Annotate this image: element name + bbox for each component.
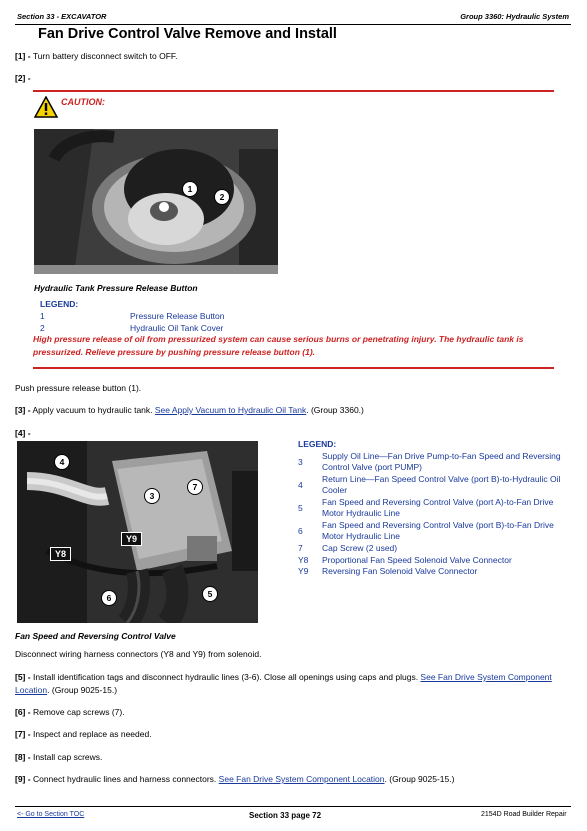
step-number: [6] - (15, 707, 31, 717)
section-toc-link[interactable]: <- Go to Section TOC (17, 811, 85, 818)
legend-num: 4 (298, 480, 303, 490)
callout-3: 3 (144, 488, 160, 504)
callout-7: 7 (187, 479, 203, 495)
step-7 (15, 729, 152, 739)
legend-desc: Proportional Fan Speed Solenoid Valve Connector (322, 555, 512, 565)
step-text: Connect hydraulic lines and harness connectors. (32, 774, 219, 784)
legend-num: 3 (298, 457, 303, 467)
legend-desc: Pressure Release Button (130, 311, 225, 321)
step-2 (15, 73, 31, 83)
push-instruction: Push pressure release button (1). (15, 383, 142, 393)
step-text: Install cap screws. (32, 752, 103, 762)
legend-num: 1 (40, 311, 45, 321)
legend-num: Y8 (298, 555, 309, 565)
step-5 (15, 671, 555, 696)
hydraulic-tank-photo (34, 129, 278, 274)
control-valve-photo (17, 441, 258, 623)
callout-2: 2 (214, 189, 230, 205)
step-text: Remove cap screws (7). (32, 707, 125, 717)
legend-num: Y9 (298, 566, 309, 576)
step-1 (15, 51, 178, 61)
step-text-after: . (Group 9025-15.) (384, 774, 455, 784)
step-number: [9] - (15, 774, 31, 784)
legend-desc: Fan Speed and Reversing Control Valve (port B)-to-Fan Drive Motor Hydraulic Line (322, 520, 554, 541)
photo-caption: Fan Speed and Reversing Control Valve (15, 631, 176, 641)
caution-top-rule (33, 90, 554, 92)
step-3 (15, 405, 364, 415)
legend-desc: Return Line—Fan Speed Control Valve (port B)-to-Hydraulic Oil Cooler (322, 474, 561, 495)
label-y8: Y8 (50, 547, 71, 561)
fan-drive-location-link[interactable]: See Fan Drive System Component Location (218, 774, 385, 784)
callout-5: 5 (202, 586, 218, 602)
step-text-after: . (Group 3360.) (306, 405, 364, 415)
footer-rule (15, 806, 571, 807)
page-number: Section 33 page 72 (249, 811, 322, 820)
label-y9: Y9 (121, 532, 142, 546)
caution-label: CAUTION: (61, 97, 105, 107)
step-text: Apply vacuum to hydraulic tank. (32, 405, 155, 415)
callout-6: 6 (101, 590, 117, 606)
legend-desc: Supply Oil Line—Fan Drive Pump-to-Fan Speed and Reversing Control Valve (port PUMP) (322, 451, 561, 472)
step-6 (15, 707, 125, 717)
group-label: Group 3360: Hydraulic System (460, 12, 569, 21)
step-9 (15, 774, 454, 784)
step-number: [7] - (15, 729, 31, 739)
caution-warning-icon (34, 96, 58, 118)
step-number: [4] - (15, 428, 31, 438)
section-label: Section 33 - EXCAVATOR (17, 12, 107, 21)
legend-desc: Reversing Fan Solenoid Valve Connector (322, 566, 478, 576)
legend-num: 6 (298, 526, 303, 536)
page-header (15, 10, 571, 25)
step-number: [1] - (15, 51, 31, 61)
caution-bottom-rule (33, 367, 554, 369)
step-text: Install identification tags and disconnect hydraulic lines (3-6). Close all openings using caps and plugs. (32, 672, 421, 682)
step-8 (15, 752, 102, 762)
legend-title: LEGEND: (40, 299, 79, 309)
step-4 (15, 428, 31, 438)
legend-num: 2 (40, 323, 45, 333)
callout-4: 4 (54, 454, 70, 470)
legend-desc: Cap Screw (2 used) (322, 543, 398, 553)
step-text: Turn battery disconnect switch to OFF. (32, 51, 178, 61)
fan-drive-location-link[interactable]: See Fan Drive System Component Location (15, 672, 552, 695)
page-title: Fan Drive Control Valve Remove and Install (38, 26, 337, 42)
legend-desc: Fan Speed and Reversing Control Valve (port A)-to-Fan Drive Motor Hydraulic Line (322, 497, 554, 518)
step-number: [3] - (15, 405, 31, 415)
step-number: [5] - (15, 672, 31, 682)
step-number: [8] - (15, 752, 31, 762)
manual-title: 2154D Road Builder Repair (481, 811, 567, 818)
photo-caption: Hydraulic Tank Pressure Release Button (34, 283, 198, 293)
legend-num: 7 (298, 543, 303, 553)
step-number: [2] - (15, 73, 31, 83)
legend-title: LEGEND: (298, 439, 337, 449)
callout-1: 1 (182, 181, 198, 197)
legend-desc: Hydraulic Oil Tank Cover (130, 323, 224, 333)
vacuum-procedure-link[interactable]: See Apply Vacuum to Hydraulic Oil Tank (154, 405, 307, 415)
step-text-after: . (Group 9025-15.) (47, 684, 118, 695)
disconnect-instruction: Disconnect wiring harness connectors (Y8 and Y9) from solenoid. (15, 649, 262, 659)
legend-num: 5 (298, 503, 303, 513)
caution-warning-text: High pressure release of oil from pressurized system can cause serious burns or penetrating injury. The hydraulic tank is pressurized. Relieve pressure by pushing pressure release button (1). (33, 334, 524, 357)
step-text: Inspect and replace as needed. (32, 729, 152, 739)
